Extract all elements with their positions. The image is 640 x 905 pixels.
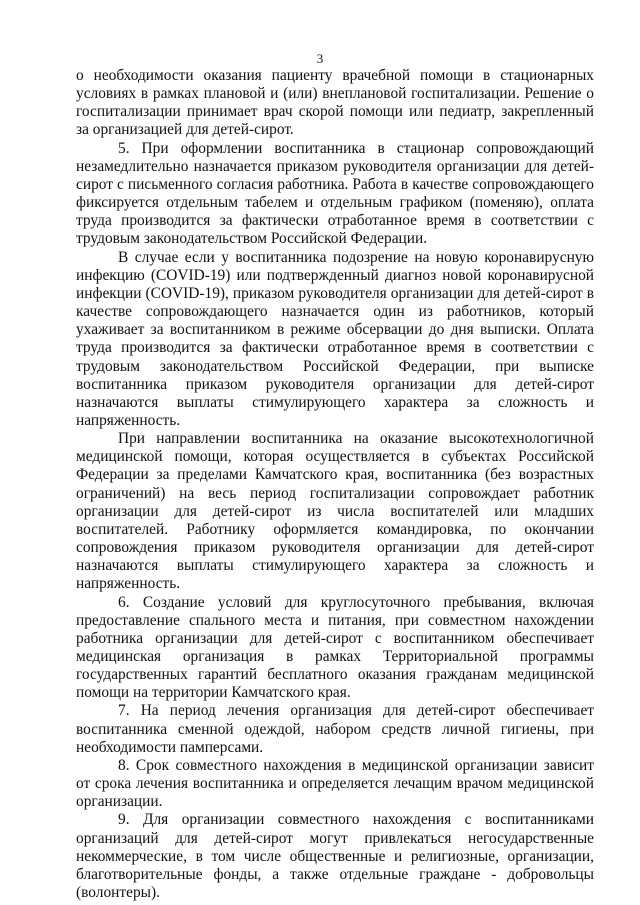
paragraph-covid-escort: В случае если у воспитанника подозрение на новую коронавирусную инфекцию (COVID-19) или подтвержденный диагноз новой коронавирусной инфекции (COVID-19), приказом руководителя организации для детей-сирот в качестве сопровождающего назначается один из работников, который ухаживает за воспитанником в режиме обсервации до дня выписки. Оплата труда производится за фактически отработанное время в соответствии с трудовым законодательством Российской Федерации, при выписке воспитанника приказом руководителя организации для детей-сирот назначаются выплаты стимулирующего характера за сложность и напряженность. (76, 248, 594, 429)
paragraph-item-9: 9. Для организации совместного нахождения с воспитанниками организаций для детей-сирот могут привлекаться негосударственные некоммерческие, в том числе общественные и религиозные, организации, благотворительные фонды, а также отдельные граждане - добровольцы (волонтеры). (76, 811, 594, 902)
document-body (76, 67, 594, 902)
page-number: 3 (316, 51, 324, 66)
paragraph-item-8: 8. Срок совместного нахождения в медицинской организации зависит от срока лечения воспитанника и определяется лечащим врачом медицинской организации. (76, 756, 594, 811)
paragraph-item-5: 5. При оформлении воспитанника в стационар сопровождающий незамедлительно назначается приказом руководителя организации для детей-сирот с письменного согласия работника. Работа в качестве сопровождающего фиксируется отдельным табелем и отдельным графиком (поменяю), оплата труда производится за фактически отработанное время в соответствии с трудовым законодательством Российской Федерации. (76, 139, 594, 248)
paragraph-high-tech-care: При направлении воспитанника на оказание высокотехнологичной медицинской помощи, которая осуществляется в субъектах Российской Федерации за пределами Камчатского края, воспитанника (без возрастных ограничений) на весь период госпитализации сопровождает работник организации для детей-сирот из числа воспитателей или младших воспитателей. Работнику оформляется командировка, по окончании сопровождения приказом руководителя организации для детей-сирот назначаются выплаты стимулирующего характера за сложность и напряженность. (76, 430, 594, 593)
paragraph-item-7: 7. На период лечения организация для детей-сирот обеспечивает воспитанника сменной одеждой, набором средств личной гигиены, при необходимости памперсами. (76, 702, 594, 756)
paragraph-item-6: 6. Создание условий для круглосуточного пребывания, включая предоставление спального места и питания, при совместном нахождении работника организации для детей-сирот с воспитанником обеспечивает медицинская организация в рамках Территориальной программы государственных гарантий бесплатного оказания гражданам медицинской помощи на территории Камчатского края. (76, 593, 594, 702)
paragraph-continuation: о необходимости оказания пациенту врачебной помощи в стационарных условиях в рамках плановой и (или) внеплановой госпитализации. Решение о госпитализации принимает врач скорой помощи или педиатр, закрепленный за организацией для детей-сирот. (76, 67, 594, 139)
